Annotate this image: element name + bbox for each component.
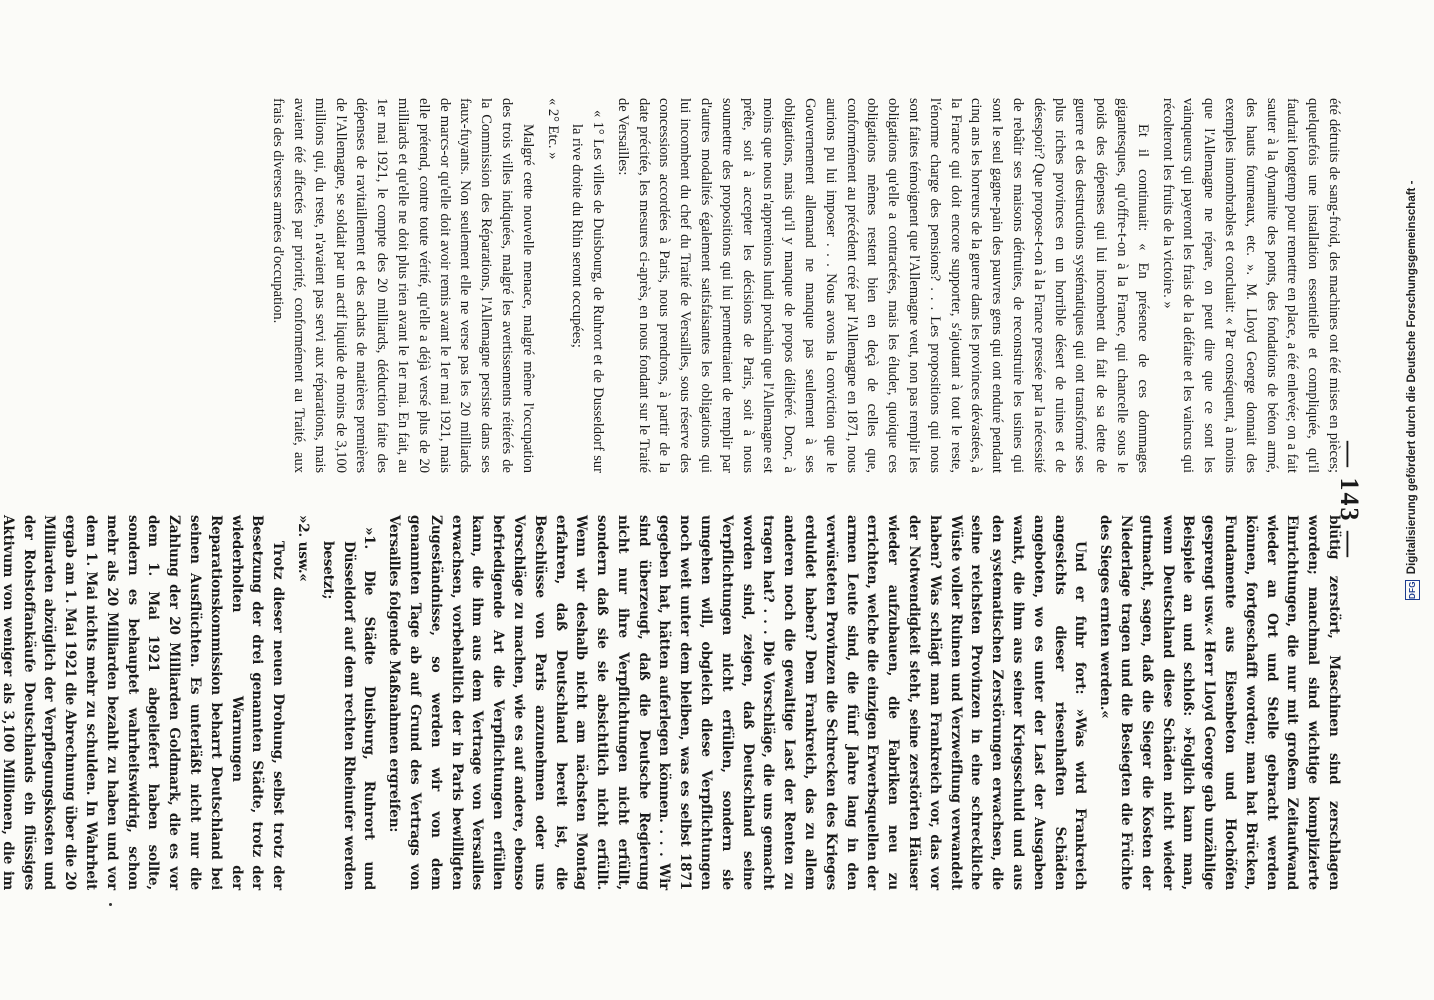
de-quote-item-2: »2. usw.« [294, 515, 311, 582]
de-paragraph-2: Und er fuhr fort: »Was wird Frankreich angesichts dieser riesenhaften Schäden angeboten, wo es unter der Last der Ausgaben wankt, die ihm aus seiner Kriegsschuld und aus den systematischen Zerstörungen erwachsen, die seine reichsten Provinzen in eine schreckliche Wüste voller Ruinen und Verzweiflung verwandelt haben? Was schlägt man Frankreich vor, das vor der Notwendigkeit steht, seine zerstörten Häuser wieder aufzubauen, die Fabriken neu zu errichten, welche die einzigen Erwerbsquellen der armen Leute sind, die fünf Jahre lang in den verwüsteten Provinzen die Schrecken des Krieges erduldet haben? Dem Frankreich, das zu allem anderen noch die gewaltige Last der Renten zu tragen hat? . . . Die Vorschläge, die uns gemacht worden sind, zeigen, daß Deutschland seine Verpflichtungen nicht erfüllen, sondern sie umgehen will, obgleich diese Verpflichtungen noch weit unter dem bleiben, was es selbst 1871 gegeben hat, hätten auferlegen können. . . . Wir sind überzeugt, daß die Deutsche Regierung nicht nur ihre Verpflichtungen nicht erfüllt, sondern daß sie sie absichtlich nicht erfüllt. Wenn wir deshalb nicht am nächsten Montag erfahren, daß Deutschland bereit ist, die Beschlüsse von Paris anzunehmen oder uns Vorschläge zu machen, wie es auf andere, ebenso befriedigende Art die Verpflichtungen erfüllen kann, die ihm aus dem Vertrage von Versailles erwachsen, vorbehaltlich der in Paris bewilligten Zugeständnisse, so werden wir von dem genannten Tage ab auf Grund des Vertrags von Versailles folgende Maßnahmen ergreifen: [386, 515, 1089, 890]
de-paragraph-3: Trotz dieser neuen Drohung, selbst trotz der Besetzung der drei genannten Städte, trotz der wiederholten Warnungen der Reparationskommission beharrt Deutschland bei seinen Ausflüchten. Es unterläßt nicht nur die Zahlung der 20 Milliarden Goldmark, die es vor dem 1. Mai 1921 abgeliefert haben sollte, sondern es behauptet wahrheitswidrig, schon mehr als 20 Milliarden bezahlt zu haben und vor dem 1. Mai nichts mehr zu schulden. In Wahrheit ergab am 1. Mai 1921 die Abrechnung über die 20 Milliarden abzüglich der Verpflegungskosten und der Rohstoffankäufe Deutschlands ein flüssiges Aktivum von weniger als 3,100 Millionen, die im [0, 515, 287, 890]
fr-quote-item-2: « 2° Etc. » [544, 98, 561, 160]
german-column [0, 515, 1344, 890]
fr-paragraph-3: Malgré cette nouvelle menace, malgré même l'occupation des trois villes indiquées, malgré les avertissements réitérés de la Commission des Réparations, l'Allemagne persiste dans ses faux-fuyants. Non seulement elle ne verse pas les 20 milliards de marcs-or qu'elle doit avoir remis avant le 1er mai 1921, mais elle prétend, contre toute vérité, qu'elle a déjà versé plus de 20 milliards et qu'elle ne doit plus rien avant le 1er mai. En fait, au 1er mai 1921, le compte des 20 milliards, déduction faite des dépenses de ravitaillement et des achats de matières premières de l'Allemagne, se soldait par un actif liquide de moins de 3,100 millions qui, du reste, n'avaient pas servi aux réparations, mais avaient été affectés par priorité, conformément au Traité, aux frais des diverses armées d'occupation. [270, 98, 536, 473]
digitization-credit-text: Digitalisierung gefördert durch die Deutsche Forschungsgemeinschaft - [1406, 180, 1418, 575]
fr-quote-item-1: « 1° Les villes de Duisbourg, de Ruhrort et de Dusseldorf sur la rive droite du Rhin seront occupées; [569, 110, 607, 473]
fr-paragraph-1: été détruits de sang-froid, des machines ont été mises en pièces; quelquefois une installation essentielle et compliquée, qu'il faudrait longtemp pour remettre en place, a été enlevée; on a fait sauter à la dynamite des ponts, des fondations de béton armé, des hauts fourneaux, etc. ». M. Lloyd George donnait des exemples innombrables et concluait: « Par conséquent, à moins que l'Allemagne ne répare, on peut dire que ce sont les vainqueurs qui payeront les frais de la défaite et les vaincus qui récolteront les fruits de la victoire. » [1159, 98, 1342, 473]
page-number: — 143 — [1335, 441, 1364, 559]
french-column [267, 98, 1344, 473]
dfg-logo-icon: DFG [1405, 580, 1420, 600]
fr-paragraph-2: Et il continuait: « En présence de ces dommages gigantesques, qu'offre-t-on à la France, qui chancelle sous le poids des dépenses qui lui incombent du fait de sa dette de guerre et des destructions systématiques qui ont transformé ses plus riches provinces en un horrible désert de ruines et de désespoir? Que propose-t-on à la France pressée par la nécessité de rebâtir ses maisons détruites, de reconstruire les usines qui sont le seul gagne-pain des pauvres gens qui ont enduré pendant cinq ans les horreurs de la guerre dans les provinces dévastées, à la France qui doit encore supporter, s'ajoutant à tout le reste, l'énorme charge des pensions? . . . Les propositions qui nous sont faites témoignent que l'Allemagne veut, non pas remplir les obligations qu'elle a contractées, mais les éluder, quoique ces obligations mêmes restent bien en deçà de celles que, conformément au précédent créé par l'Allemagne en 1871, nous aurions pu lui imposer . . . Nous avons la conviction que le Gouvernement allemand ne manque pas seulement à ses obligations, mais qu'il y manque de propos délibéré. Donc, à moins que nous n'apprenions lundi prochain que l'Allemagne est prête, soit à accepter les décisions de Paris, soit à nous soumettre des propositions qui lui permettraient de remplir par d'autres modalités également satisfaisantes les obligations qui lui incombent du chef du Traité de Versailles, sous réserve des concessions accordées à Paris, nous prendrons, à partir de la date précitée, les mesures ci-après, en nous fondant sur le Traité de Versailles: [614, 98, 1151, 473]
de-quote-item-1: »1. Die Städte Duisburg, Ruhrort und Düsseldorf auf dem rechten Rheinufer werden besetzt; [319, 527, 378, 890]
de-paragraph-1: blütig zerstört, Maschinen sind zerschlagen worden; manchmal sind wichtige komplizierte Einrichtungen, die nur mit großem Zeitaufwand wieder an Ort und Stelle gebracht werden können, fortgeschafft worden; man hat Brücken, Fundamente aus Eisenbeton und Hochöfen gesprengt usw.« Herr Lloyd George gab unzählige Beispiele an und schloß: »Folglich kann man, wenn Deutschland diese Schäden nicht wieder gutmacht, sagen, daß die Sieger die Kosten der Niederlage tragen und die Besiegten die Früchte des Sieges ernten werden.« [1097, 515, 1342, 890]
scan-speck [109, 903, 112, 906]
digitization-credit [1400, 180, 1424, 600]
